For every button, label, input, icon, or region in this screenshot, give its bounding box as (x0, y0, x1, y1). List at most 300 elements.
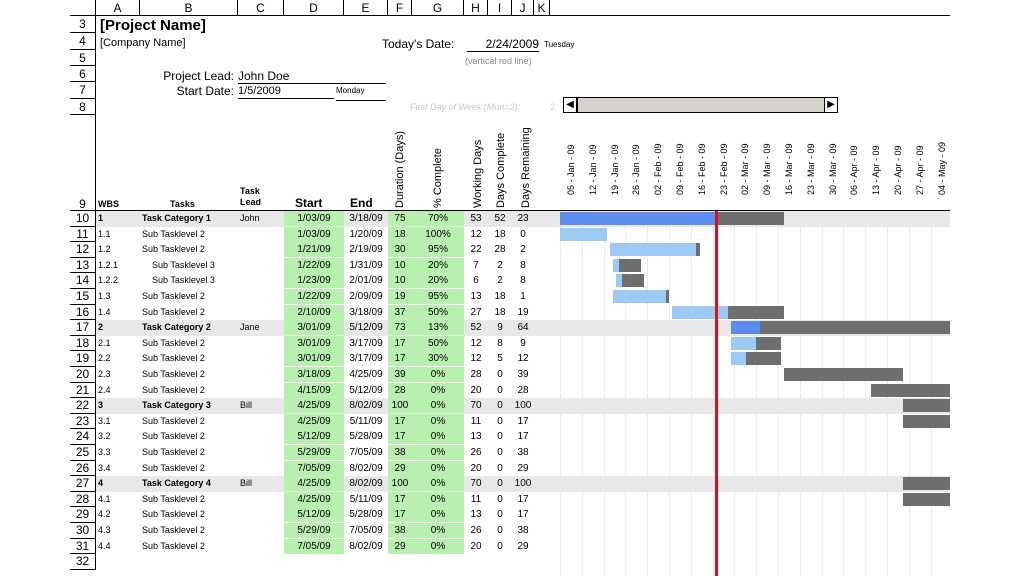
wbs-cell[interactable]: 4.3 (98, 525, 111, 535)
percent-complete-cell[interactable]: 13% (412, 320, 464, 335)
row-header-14[interactable]: 14 (70, 273, 96, 289)
task-name-cell[interactable]: Task Category 2 (142, 322, 211, 333)
gantt-bar-remaining (903, 415, 950, 428)
working-days-cell: 26 (470, 525, 482, 536)
working-days-cell: 53 (470, 213, 482, 224)
gantt-bar-remaining (666, 290, 669, 303)
gantt-bar-complete (560, 228, 607, 241)
gantt-bar-remaining (903, 493, 950, 506)
days-remaining-cell: 38 (517, 525, 529, 536)
percent-complete-cell[interactable]: 0% (412, 539, 464, 554)
working-days-cell: 12 (470, 228, 482, 240)
task-lead-cell[interactable]: Bill (240, 478, 253, 489)
spreadsheet (70, 0, 950, 576)
start-cell[interactable]: 3/01/09 (284, 320, 344, 335)
percent-complete-cell[interactable]: 0% (412, 507, 464, 522)
week-date-header: 16 - Mar - 09 (784, 143, 794, 195)
duration-cell[interactable]: 17 (388, 414, 412, 429)
start-cell[interactable]: 3/18/09 (284, 367, 344, 382)
percent-complete-cell[interactable]: 20% (412, 258, 464, 273)
red-line-note: (vertical red line) (465, 56, 532, 66)
table-row (70, 445, 950, 461)
row-header-24[interactable]: 24 (70, 429, 96, 445)
working-days-cell: 52 (470, 322, 482, 334)
end-cell[interactable]: 7/05/09 (349, 525, 383, 536)
wbs-cell[interactable]: 1.3 (98, 291, 111, 301)
wbs-cell[interactable]: 4 (98, 478, 104, 489)
week-date-header: 06 - Apr - 09 (849, 145, 860, 195)
start-cell[interactable]: 1/23/09 (284, 273, 344, 288)
row-header-11[interactable]: 11 (70, 227, 96, 243)
days-remaining-cell: 0 (520, 228, 526, 240)
header-border (550, 15, 950, 16)
start-cell[interactable]: 5/29/09 (284, 523, 344, 538)
header-duration: Duration (Days) (394, 130, 406, 208)
table-row (70, 507, 950, 523)
wbs-cell[interactable]: 3.4 (98, 462, 111, 473)
duration-cell[interactable]: 28 (388, 383, 412, 398)
start-cell[interactable]: 4/25/09 (284, 476, 344, 491)
end-cell[interactable]: 1/20/09 (349, 228, 383, 240)
gantt-bar-remaining (756, 337, 781, 350)
end-cell[interactable]: 8/02/09 (349, 478, 383, 490)
timeline-scrollbar[interactable] (577, 97, 837, 113)
wbs-cell[interactable]: 4.1 (98, 493, 111, 504)
percent-complete-cell[interactable]: 0% (412, 429, 464, 444)
end-cell[interactable]: 8/02/09 (349, 540, 383, 552)
row-header-4[interactable]: 4 (70, 33, 96, 50)
end-cell[interactable]: 2/19/09 (349, 244, 383, 256)
row-header-9[interactable]: 9 (70, 115, 96, 211)
working-days-cell: 13 (470, 291, 482, 302)
duration-cell[interactable]: 38 (388, 523, 412, 538)
end-cell[interactable]: 8/02/09 (349, 400, 383, 412)
days-complete-cell: 0 (497, 384, 503, 396)
project-lead-label: Project Lead: (163, 69, 234, 83)
week-date-header: 04 - May - 09 (936, 141, 947, 195)
days-complete-cell: 0 (497, 369, 503, 380)
wbs-cell[interactable]: 3.3 (98, 447, 111, 457)
header-start: Start (295, 196, 323, 210)
working-days-cell: 22 (470, 244, 482, 256)
percent-complete-cell[interactable]: 100% (412, 227, 464, 242)
percent-complete-cell[interactable]: 95% (412, 242, 464, 257)
week-date-header: 02 - Feb - 09 (653, 143, 664, 195)
start-cell[interactable]: 4/25/09 (284, 398, 344, 413)
company-name[interactable]: [Company Name] (100, 37, 186, 49)
table-row (70, 258, 950, 274)
table-row (70, 429, 950, 445)
gantt-bar-remaining (871, 384, 950, 397)
column-header-k[interactable]: K (534, 0, 550, 16)
percent-complete-cell[interactable]: 0% (412, 414, 464, 429)
row-header-18[interactable]: 18 (70, 336, 96, 352)
header-tasks: Tasks (170, 199, 195, 209)
task-name-cell[interactable]: Sub Tasklevel 3 (152, 259, 215, 270)
working-days-cell: 70 (470, 478, 482, 490)
task-name-cell[interactable]: Sub Tasklevel 2 (142, 228, 205, 239)
column-header-j[interactable]: J (512, 0, 534, 16)
table-row (70, 336, 950, 352)
wbs-cell[interactable]: 1.2.2 (98, 275, 119, 286)
days-complete-cell: 0 (497, 493, 503, 505)
start-cell[interactable]: 4/25/09 (284, 414, 344, 429)
task-lead-cell[interactable]: Bill (240, 400, 253, 411)
start-cell[interactable]: 1/03/09 (284, 211, 344, 226)
left-triangle-icon[interactable]: ◀ (563, 97, 577, 113)
start-cell[interactable]: 5/29/09 (284, 445, 344, 460)
column-header-g[interactable]: G (412, 0, 464, 16)
duration-cell[interactable]: 17 (388, 492, 412, 507)
days-complete-cell: 8 (497, 337, 503, 349)
project-name[interactable]: [Project Name] (100, 17, 206, 34)
week-date-header: 16 - Feb - 09 (696, 143, 707, 195)
end-cell[interactable]: 3/18/09 (349, 213, 383, 224)
end-cell[interactable]: 5/28/09 (349, 431, 383, 443)
column-header-e[interactable]: E (344, 0, 388, 16)
category-row (70, 476, 950, 492)
row-header-29[interactable]: 29 (70, 507, 96, 523)
start-cell[interactable]: 7/05/09 (284, 461, 344, 476)
duration-cell[interactable]: 19 (388, 289, 412, 304)
percent-complete-cell[interactable]: 50% (412, 305, 464, 320)
start-cell[interactable]: 2/10/09 (284, 305, 344, 320)
row-header-26[interactable]: 26 (70, 461, 96, 477)
wbs-cell[interactable]: 2 (98, 322, 104, 333)
duration-cell[interactable]: 73 (388, 320, 412, 335)
week-date-header: 23 - Mar - 09 (805, 143, 816, 195)
header-days-remaining: Days Remaining (520, 127, 532, 208)
row-header-30[interactable]: 30 (70, 523, 96, 539)
task-name-cell[interactable]: Sub Tasklevel 2 (142, 369, 205, 379)
wbs-cell[interactable]: 1 (98, 213, 104, 223)
row-header-15[interactable]: 15 (70, 289, 96, 305)
task-name-cell[interactable]: Sub Tasklevel 2 (142, 306, 205, 317)
task-name-cell[interactable]: Sub Tasklevel 2 (142, 509, 205, 520)
column-header-b[interactable]: B (140, 0, 238, 16)
end-cell[interactable]: 2/09/09 (349, 291, 383, 302)
start-cell[interactable]: 7/05/09 (284, 539, 344, 554)
row-header-23[interactable]: 23 (70, 414, 96, 430)
row-header-22[interactable]: 22 (70, 398, 96, 414)
duration-cell[interactable]: 10 (388, 273, 412, 288)
percent-complete-cell[interactable]: 0% (412, 492, 464, 507)
end-cell[interactable]: 7/05/09 (349, 447, 383, 458)
days-complete-cell: 2 (497, 275, 503, 287)
end-cell[interactable]: 3/17/09 (349, 337, 383, 349)
end-cell[interactable]: 2/01/09 (349, 275, 383, 287)
column-header-d[interactable]: D (284, 0, 344, 16)
wbs-cell[interactable]: 2.2 (98, 353, 111, 364)
table-row (70, 227, 950, 243)
row-header-10[interactable]: 10 (70, 211, 96, 227)
percent-complete-cell[interactable]: 0% (412, 523, 464, 538)
table-row (70, 273, 950, 289)
working-days-cell: 13 (470, 509, 482, 521)
column-header-a[interactable]: A (96, 0, 140, 16)
percent-complete-cell[interactable]: 0% (412, 461, 464, 476)
days-complete-cell: 18 (494, 228, 506, 240)
week-date-header: 27 - Apr - 09 (914, 145, 925, 195)
first-day-value[interactable]: 2 (550, 102, 556, 112)
table-row (70, 539, 950, 555)
days-remaining-cell: 38 (517, 447, 529, 458)
task-name-cell[interactable]: Task Category 1 (142, 213, 211, 223)
duration-cell[interactable]: 10 (388, 258, 412, 273)
task-name-cell[interactable]: Task Category 4 (142, 478, 211, 489)
working-days-cell: 11 (470, 493, 482, 505)
working-days-cell: 12 (470, 353, 482, 365)
row-header-17[interactable]: 17 (70, 320, 96, 336)
task-name-cell[interactable]: Sub Tasklevel 2 (142, 384, 205, 395)
days-complete-cell: 18 (494, 291, 506, 302)
column-header-f[interactable]: F (388, 0, 412, 16)
percent-complete-cell[interactable]: 0% (412, 367, 464, 382)
row-header-3[interactable]: 3 (70, 16, 96, 33)
end-cell[interactable]: 1/31/09 (349, 259, 383, 271)
start-date-value[interactable]: 1/5/2009 (238, 84, 334, 99)
week-date-header: 09 - Feb - 09 (675, 143, 685, 195)
end-cell[interactable]: 4/25/09 (349, 369, 383, 380)
wbs-cell[interactable]: 3 (98, 400, 104, 411)
start-cell[interactable]: 3/01/09 (284, 336, 344, 351)
start-cell[interactable]: 1/22/09 (284, 258, 344, 273)
days-remaining-cell: 17 (517, 509, 529, 521)
select-all-corner[interactable] (70, 0, 96, 16)
percent-complete-cell[interactable]: 30% (412, 351, 464, 366)
row-header-32[interactable]: 32 (70, 554, 96, 570)
days-remaining-cell: 17 (517, 415, 529, 427)
days-remaining-cell: 17 (517, 431, 529, 443)
task-name-cell[interactable]: Sub Tasklevel 3 (152, 275, 215, 286)
gantt-bar-remaining (715, 212, 784, 225)
wbs-cell[interactable]: 2.3 (98, 369, 111, 379)
row-header-21[interactable]: 21 (70, 383, 96, 399)
header-wbs: WBS (98, 199, 119, 209)
wbs-cell[interactable]: 4.2 (98, 509, 111, 520)
gantt-bar-complete (610, 243, 696, 256)
percent-complete-cell[interactable]: 95% (412, 289, 464, 304)
wbs-cell[interactable]: 1.1 (98, 228, 111, 239)
days-complete-cell: 0 (497, 525, 503, 536)
project-lead-value[interactable]: John Doe (238, 69, 386, 84)
week-date-header: 19 - Jan - 09 (609, 144, 620, 195)
row-header-31[interactable]: 31 (70, 539, 96, 555)
gantt-bar-remaining (903, 399, 950, 412)
header-task-lead: Task Lead (240, 186, 262, 207)
table-row (70, 414, 950, 430)
percent-complete-cell[interactable]: 0% (412, 398, 464, 413)
end-cell[interactable]: 3/17/09 (349, 353, 383, 365)
row-header-7[interactable]: 7 (70, 82, 96, 99)
days-remaining-cell: 39 (517, 369, 529, 380)
row-header-28[interactable]: 28 (70, 492, 96, 508)
row-header-25[interactable]: 25 (70, 445, 96, 461)
duration-cell[interactable]: 100 (388, 398, 412, 413)
end-cell[interactable]: 8/02/09 (349, 462, 383, 474)
table-row (70, 305, 950, 321)
gantt-bar-complete (672, 306, 728, 319)
task-name-cell[interactable]: Sub Tasklevel 2 (142, 244, 205, 255)
task-name-cell[interactable]: Sub Tasklevel 2 (142, 353, 205, 364)
end-cell[interactable]: 3/18/09 (349, 306, 383, 318)
wbs-cell[interactable]: 2.1 (98, 337, 111, 348)
table-row (70, 523, 950, 539)
start-cell[interactable]: 1/03/09 (284, 227, 344, 242)
days-remaining-cell: 17 (517, 493, 529, 505)
todays-date-label: Today's Date: (382, 37, 455, 51)
duration-cell[interactable]: 37 (388, 305, 412, 320)
week-date-header: 26 - Jan - 09 (631, 144, 642, 195)
header-days-complete: Days Complete (495, 132, 507, 208)
days-complete-cell: 52 (494, 213, 506, 224)
table-row (70, 289, 950, 305)
days-remaining-cell: 8 (520, 275, 526, 287)
days-complete-cell: 0 (497, 415, 503, 427)
days-complete-cell: 0 (497, 509, 503, 521)
task-lead-cell[interactable]: John (240, 213, 260, 223)
week-date-header: 02 - Mar - 09 (740, 143, 751, 195)
duration-cell[interactable]: 18 (388, 227, 412, 242)
end-cell[interactable]: 5/12/09 (349, 322, 383, 334)
week-date-header: 13 - Apr - 09 (871, 145, 882, 195)
row-header-6[interactable]: 6 (70, 66, 96, 82)
category-row (70, 211, 950, 227)
percent-complete-cell[interactable]: 20% (412, 273, 464, 288)
week-date-header: 23 - Feb - 09 (718, 143, 729, 195)
row-header-8[interactable]: 8 (70, 99, 96, 115)
days-remaining-cell: 1 (520, 291, 526, 302)
duration-cell[interactable]: 29 (388, 461, 412, 476)
start-cell[interactable]: 1/22/09 (284, 289, 344, 304)
start-cell[interactable]: 4/25/09 (284, 492, 344, 507)
task-name-cell[interactable]: Sub Tasklevel 2 (142, 415, 205, 426)
row-header-20[interactable]: 20 (70, 367, 96, 383)
duration-cell[interactable]: 17 (388, 507, 412, 522)
wbs-cell[interactable]: 1.4 (98, 306, 111, 317)
first-day-label: First Day of Week (Mon=2): (410, 102, 521, 112)
todays-date-value[interactable]: 2/24/2009 (467, 37, 539, 52)
wbs-cell[interactable]: 3.2 (98, 431, 111, 442)
duration-cell[interactable]: 17 (388, 351, 412, 366)
task-name-cell[interactable]: Sub Tasklevel 2 (142, 540, 205, 551)
days-complete-cell: 9 (497, 322, 503, 334)
percent-complete-cell[interactable]: 70% (412, 211, 464, 226)
percent-complete-cell[interactable]: 50% (412, 336, 464, 351)
start-day: Monday (336, 86, 386, 101)
percent-complete-cell[interactable]: 0% (412, 383, 464, 398)
week-date-header: 09 - Mar - 09 (762, 143, 773, 195)
start-cell[interactable]: 3/01/09 (284, 351, 344, 366)
task-name-cell[interactable]: Sub Tasklevel 2 (142, 493, 205, 504)
working-days-cell: 20 (470, 462, 482, 474)
days-remaining-cell: 23 (517, 213, 529, 224)
row-header-19[interactable]: 19 (70, 351, 96, 367)
column-header-c[interactable]: C (238, 0, 284, 16)
start-cell[interactable]: 1/21/09 (284, 242, 344, 257)
start-cell[interactable]: 4/15/09 (284, 383, 344, 398)
column-header-h[interactable]: H (464, 0, 488, 16)
row-header-13[interactable]: 13 (70, 258, 96, 274)
gantt-bar-remaining (903, 477, 950, 490)
end-cell[interactable]: 5/11/09 (349, 493, 383, 505)
task-name-cell[interactable]: Sub Tasklevel 2 (142, 525, 205, 535)
wbs-cell[interactable]: 1.2.1 (98, 259, 119, 270)
todays-day: Tuesday (544, 40, 575, 49)
task-lead-cell[interactable]: Jane (240, 322, 260, 333)
duration-cell[interactable]: 17 (388, 429, 412, 444)
duration-cell[interactable]: 39 (388, 367, 412, 382)
task-name-cell[interactable]: Sub Tasklevel 2 (142, 337, 205, 348)
table-row (70, 461, 950, 477)
working-days-cell: 20 (470, 540, 482, 552)
duration-cell[interactable]: 17 (388, 336, 412, 351)
wbs-cell[interactable]: 1.2 (98, 244, 111, 255)
week-date-header: 20 - Apr - 09 (893, 145, 903, 195)
working-days-cell: 13 (470, 431, 482, 443)
working-days-cell: 11 (470, 415, 482, 427)
header-working-days: Working Days (472, 139, 484, 208)
table-row (70, 242, 950, 258)
start-cell[interactable]: 5/12/09 (284, 429, 344, 444)
table-row (70, 383, 950, 399)
row-header-5[interactable]: 5 (70, 50, 96, 66)
working-days-cell: 6 (473, 275, 479, 287)
gantt-bar-complete (731, 337, 756, 350)
working-days-cell: 70 (470, 400, 482, 412)
task-name-cell[interactable]: Sub Tasklevel 2 (142, 291, 205, 301)
duration-cell[interactable]: 38 (388, 445, 412, 460)
gantt-bar-remaining (746, 352, 781, 365)
percent-complete-cell[interactable]: 0% (412, 445, 464, 460)
days-complete-cell: 0 (497, 431, 503, 443)
days-complete-cell: 0 (497, 447, 503, 458)
gantt-bar-complete (560, 212, 715, 225)
task-name-cell[interactable]: Task Category 3 (142, 400, 211, 411)
gantt-bar-remaining (622, 274, 644, 287)
end-cell[interactable]: 5/11/09 (349, 415, 383, 427)
task-name-cell[interactable]: Sub Tasklevel 2 (142, 447, 205, 457)
row-header-16[interactable]: 16 (70, 305, 96, 321)
right-triangle-icon[interactable]: ▶ (824, 97, 838, 113)
gantt-bar-remaining (619, 259, 641, 272)
today-line (715, 211, 718, 576)
task-name-cell[interactable]: Sub Tasklevel 2 (142, 462, 205, 473)
end-cell[interactable]: 5/12/09 (349, 384, 383, 396)
days-complete-cell: 18 (494, 306, 506, 318)
gantt-bar-complete (731, 321, 760, 334)
duration-cell[interactable]: 75 (388, 211, 412, 226)
duration-cell[interactable]: 100 (388, 476, 412, 491)
working-days-cell: 28 (470, 369, 482, 380)
working-days-cell: 27 (470, 306, 482, 318)
row-header-12[interactable]: 12 (70, 242, 96, 258)
percent-complete-cell[interactable]: 0% (412, 476, 464, 491)
wbs-cell[interactable]: 3.1 (98, 415, 111, 426)
wbs-cell[interactable]: 4.4 (98, 540, 111, 551)
start-cell[interactable]: 5/12/09 (284, 507, 344, 522)
duration-cell[interactable]: 30 (388, 242, 412, 257)
row-header-27[interactable]: 27 (70, 476, 96, 492)
days-remaining-cell: 19 (517, 306, 529, 318)
wbs-cell[interactable]: 2.4 (98, 384, 111, 395)
column-header-i[interactable]: I (488, 0, 512, 16)
table-row (70, 351, 950, 367)
end-cell[interactable]: 5/28/09 (349, 509, 383, 521)
duration-cell[interactable]: 29 (388, 539, 412, 554)
days-complete-cell: 0 (497, 462, 503, 474)
task-name-cell[interactable]: Sub Tasklevel 2 (142, 431, 205, 442)
